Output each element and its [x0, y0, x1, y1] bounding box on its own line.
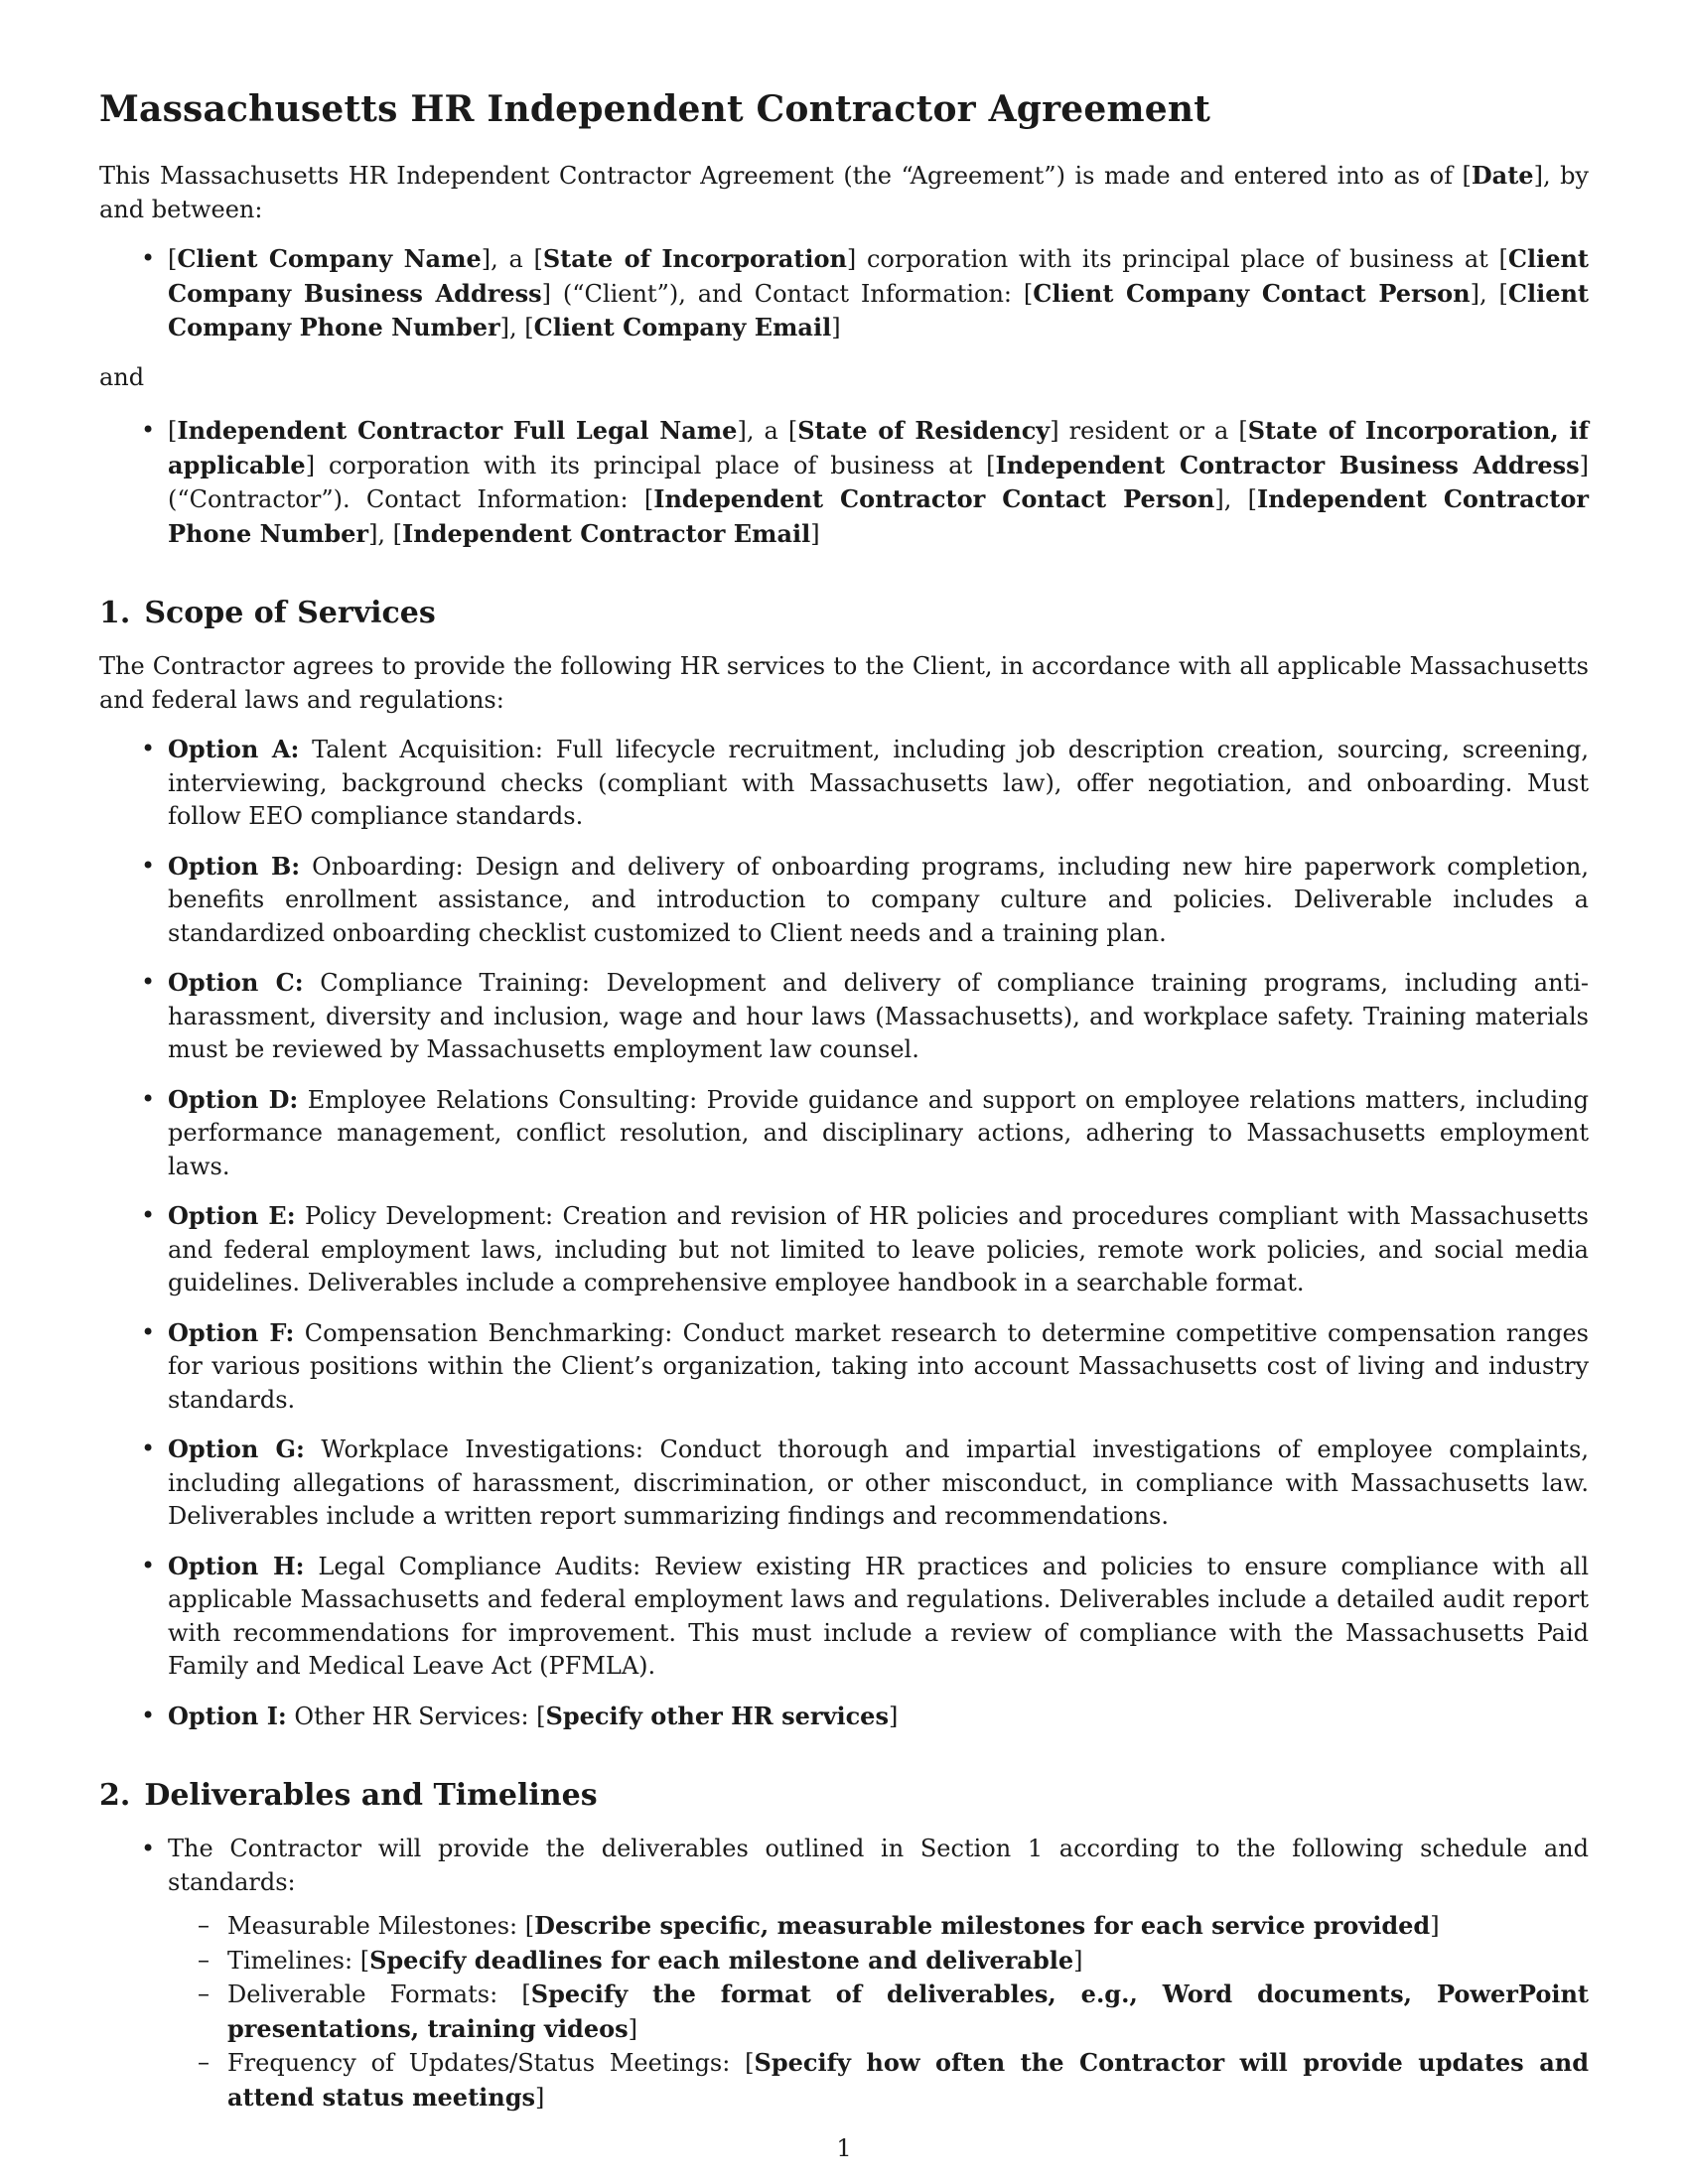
deliverables-lead-item	[99, 1833, 1589, 2115]
subitem-label: Deliverable Formats:	[227, 1980, 522, 2008]
document-page	[99, 87, 1589, 2130]
client-party-item: • [Client Company Name], a [State of Incorporation] corporation with its principal place of business at [Client Company Business Address] (“Client”), and Contact Information: [Client Company Contact Person], [Client Company Phone Number], [Client Company Email]	[99, 242, 1589, 345]
client-phone-field: Client Company Phone Number	[168, 278, 1590, 341]
client-text-2: corporation with its principal place of business at	[856, 245, 1499, 273]
option-label: Option B:	[168, 851, 301, 881]
option-text: Compensation Benchmarking: Conduct market research to determine competitive compensation ranges for various positions within the Client’s organization, taking into account Massachusetts cost of living and industry standards.	[168, 1318, 1589, 1414]
subitem-label: Timelines:	[227, 1946, 360, 1975]
subitem-field: Specify the format of deliverables, e.g., Word documents, PowerPoint presentations, training videos	[227, 1979, 1589, 2043]
contractor-residency-field: State of Residency	[797, 416, 1051, 445]
option-i-item: • Option I: Other HR Services: [Specify other HR services]	[99, 1700, 1589, 1734]
contractor-text-3: corporation with its principal place of business at	[315, 451, 987, 479]
option-text: Compliance Training: Development and delivery of compliance training programs, including anti-harassment, diversity and inclusion, wage and hour laws (Massachusetts), and workplace safety. Training materials must be reviewed by Massachusetts employment law counsel.	[168, 969, 1589, 1063]
option-label: Option G:	[168, 1434, 305, 1463]
option-h-item	[99, 1550, 1589, 1684]
option-text: Policy Development: Creation and revision of HR policies and procedures compliant with Massachusetts and federal employment laws, including but not limited to leave policies, remote work policies, and social media guidelines. Deliverables include a comprehensive employee handbook in a searchable format.	[168, 1202, 1589, 1297]
option-label: Option I:	[168, 1701, 287, 1730]
subitem-field: Specify how often the Contractor will provide updates and attend status meetings	[227, 2048, 1589, 2112]
deliverable-subitem: – Frequency of Updates/Status Meetings: [Specify how often the Contractor will provide updates and attend status meetings]	[168, 2046, 1589, 2115]
option-g-item	[99, 1433, 1589, 1534]
option-b-item	[99, 850, 1589, 951]
option-c-item	[99, 966, 1589, 1067]
section-1-title: Scope of Services	[144, 596, 436, 630]
contractor-text-2: resident or a	[1058, 417, 1239, 445]
client-contact-field: Client Company Contact Person	[1033, 278, 1471, 308]
subitem-field: Specify deadlines for each milestone and deliverable	[369, 1945, 1074, 1975]
intro-text-prefix: This Massachusetts HR Independent Contractor Agreement (the “Agreement”) is made and entered into as of	[99, 162, 1463, 190]
intro-text-suffix: , by and between:	[99, 162, 1589, 223]
other-services-field: Specify other HR services	[545, 1701, 889, 1730]
section-2-number: 2.	[99, 1778, 131, 1813]
option-f-item	[99, 1316, 1589, 1418]
client-name-field: Client Company Name	[177, 244, 482, 273]
contractor-text-1: , a	[746, 417, 788, 445]
option-label: Option D:	[168, 1084, 299, 1114]
client-text-3: (“Client”), and Contact Information:	[551, 279, 1024, 308]
contractor-address-field: Independent Contractor Business Address	[995, 450, 1580, 479]
contractor-text-4: (“Contractor”). Contact Information:	[168, 485, 644, 513]
section-2-title: Deliverables and Timelines	[144, 1778, 598, 1813]
services-options-list	[99, 733, 1589, 1733]
option-label: Option H:	[168, 1551, 305, 1580]
option-d-item	[99, 1083, 1589, 1184]
client-email-field: Client Company Email	[533, 313, 832, 341]
deliverable-subitem: – Timelines: [Specify deadlines for each milestone and deliverable]	[168, 1944, 1589, 1979]
deliverable-subitem: – Deliverable Formats: [Specify the format of deliverables, e.g., Word documents, PowerPoint presentations, training videos]	[168, 1978, 1589, 2046]
contractor-name-field: Independent Contractor Full Legal Name	[177, 416, 738, 445]
option-a-item	[99, 733, 1589, 834]
section-1-number: 1.	[99, 596, 131, 630]
date-field: Date	[1471, 161, 1534, 190]
contractor-email-field: Independent Contractor Email	[402, 518, 811, 548]
client-state-field: State of Incorporation	[542, 244, 847, 273]
option-e-item	[99, 1199, 1589, 1300]
option-text: Onboarding: Design and delivery of onboarding programs, including new hire paperwork completion, benefits enrollment assistance, and introduction to company culture and policies. Deliverable includes a standardized onboarding checklist customized to Client needs and a training plan.	[168, 852, 1589, 947]
option-label: Option C:	[168, 968, 304, 997]
section-1-intro: The Contractor agrees to provide the following HR services to the Client, in accordance with all applicable Massachusetts and federal laws and regulations:	[99, 652, 1589, 714]
option-label: Option E:	[168, 1201, 296, 1230]
deliverables-list	[99, 1833, 1589, 2115]
option-label: Option F:	[168, 1317, 295, 1347]
option-text: Legal Compliance Audits: Review existing HR practices and policies to ensure compliance with all applicable Massachusetts and federal employment laws and regulations. Deliverables include a detailed audit report with recommendations for improvement. This must include a review of compliance with the Massachusetts Paid Family and Medical Leave Act (PFMLA).	[168, 1552, 1589, 1680]
and-connector: and	[99, 362, 145, 391]
option-text: Employee Relations Consulting: Provide guidance and support on employee relations matters, including performance management, conflict resolution, and disciplinary actions, adhering to Massachusetts employment laws.	[168, 1085, 1590, 1180]
contractor-phone-field: Independent Contractor Phone Number	[168, 484, 1590, 548]
section-2-heading	[99, 1777, 1589, 1815]
section-1-heading	[99, 595, 1589, 632]
option-text: Other HR Services:	[286, 1702, 537, 1730]
client-text-1: , a	[491, 245, 534, 273]
contractor-party-list	[99, 414, 1589, 551]
subitem-field: Describe specific, measurable milestones for each service provided	[534, 1911, 1431, 1940]
subitem-label: Frequency of Updates/Status Meetings:	[227, 2049, 746, 2077]
client-address-field: Client Company Business Address	[168, 244, 1590, 308]
intro-paragraph: This Massachusetts HR Independent Contractor Agreement (the “Agreement”) is made and entered into as of [Date], by and between:	[99, 161, 1589, 223]
deliverable-subitem: – Measurable Milestones: [Describe specific, measurable milestones for each service provided]	[168, 1909, 1589, 1944]
contractor-party-item: • [Independent Contractor Full Legal Name], a [State of Residency] resident or a [State of Incorporation, if applicable] corporation with its principal place of business at [Independent Contractor Business Address] (“Contractor”). Contact Information: [Independent Contractor Contact Person], [Independent Contractor Phone Number], [Independent Contractor Email]	[99, 414, 1589, 551]
option-label: Option A:	[168, 735, 300, 763]
page-number: 1	[836, 2134, 852, 2162]
client-party-list	[99, 242, 1589, 345]
subitem-label: Measurable Milestones:	[227, 1912, 525, 1940]
deliverables-sublist	[168, 1909, 1589, 2115]
deliverables-lead-text: The Contractor will provide the deliverables outlined in Section 1 according to the following schedule and standards:	[168, 1835, 1589, 1896]
contractor-incorporation-field: State of Incorporation, if applicable	[168, 416, 1589, 479]
option-text: Talent Acquisition: Full lifecycle recruitment, including job description creation, sourcing, screening, interviewing, background checks (compliant with Massachusetts law), offer negotiation, and onboarding. Must follow EEO compliance standards.	[168, 736, 1589, 830]
document-title: Massachusetts HR Independent Contractor Agreement	[99, 88, 1211, 130]
contractor-contact-field: Independent Contractor Contact Person	[653, 484, 1215, 513]
option-text: Workplace Investigations: Conduct thorough and impartial investigations of employee complaints, including allegations of harassment, discrimination, or other misconduct, in compliance with Massachusetts law. Deliverables include a written report summarizing findings and recommendations.	[168, 1435, 1590, 1530]
